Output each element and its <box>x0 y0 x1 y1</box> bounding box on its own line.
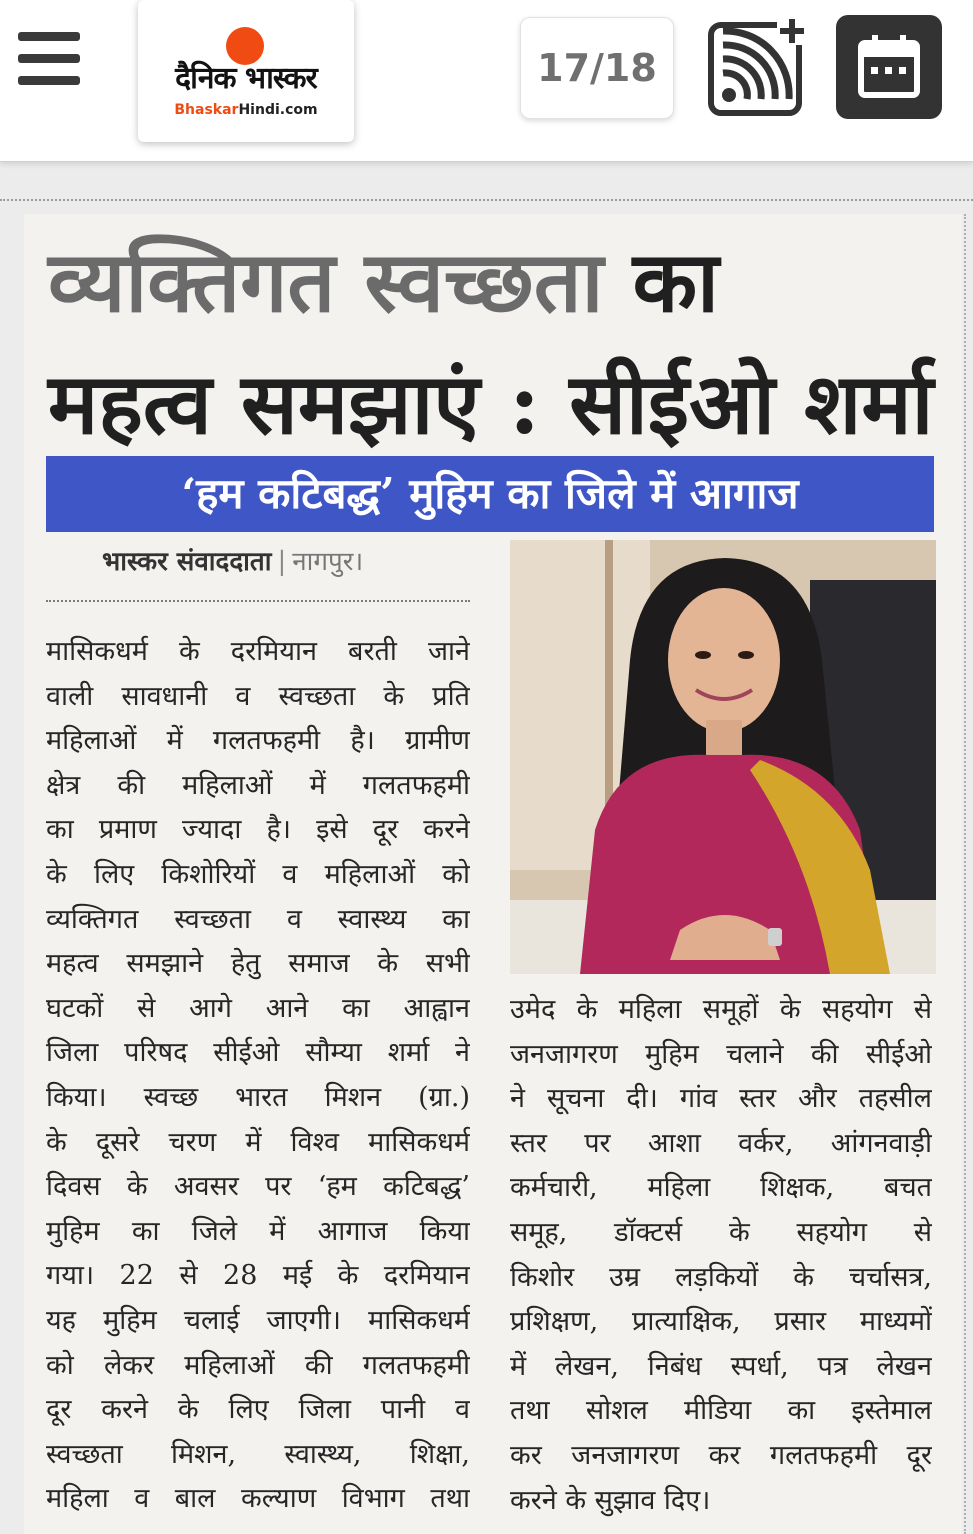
text-line: किया। स्वच्छ भारत मिशन (ग्रा.) <box>46 1081 470 1113</box>
menu-bar <box>18 32 80 41</box>
text-line: मासिकधर्म के दरमियान बरती जाने <box>46 636 470 667</box>
subheadline-banner: ‘हम कटिबद्ध’ मुहिम का जिले में आगाज <box>46 456 934 532</box>
byline <box>102 542 363 582</box>
text-line: गया। 22 से 28 मई के दरमियान <box>46 1260 470 1292</box>
menu-bar <box>18 54 80 63</box>
text-line: दूर करने के लिए जिला पानी व <box>46 1394 470 1426</box>
text-line: मुहिम का जिले में आगाज किया <box>46 1215 470 1247</box>
text-line: समूह, डॉक्टर्स के सहयोग से <box>510 1216 932 1248</box>
page-counter[interactable]: 17/18 <box>520 17 674 119</box>
text-line: जनजागरण मुहिम चलाने की सीईओ <box>510 1038 932 1070</box>
text-line: व्यक्तिगत स्वच्छता व स्वास्थ्य का <box>46 903 470 935</box>
text-line: प्रशिक्षण, प्रात्याक्षिक, प्रसार माध्यमों <box>510 1306 932 1338</box>
text-line: जिला परिषद सीईओ सौम्या शर्मा ने <box>46 1037 470 1069</box>
text-line: वाली सावधानी व स्वच्छता के प्रति <box>46 680 470 712</box>
headline-highlight: व्यक्तिगत स्वच्छता <box>48 232 604 331</box>
text-line: में लेखन, निबंध स्पर्धा, पत्र लेखन <box>510 1350 932 1382</box>
logo-sun-icon <box>226 27 264 65</box>
text-line: क्षेत्र की महिलाओं में गलतफहमी <box>46 769 470 801</box>
text-line: किशोर उम्र लड़कियों के चर्चासत्र, <box>510 1261 932 1293</box>
logo-subtitle: BhaskarHindi.com <box>174 102 318 118</box>
byline-location: नागपुर। <box>292 547 364 577</box>
text-line: महत्व समझाने हेतु समाज के सभी <box>46 948 470 980</box>
text-line: यह मुहिम चलाई जाएगी। मासिकधर्म <box>46 1304 470 1336</box>
menu-bar <box>18 76 80 85</box>
byline-rule <box>46 600 470 602</box>
text-line: कर जनजागरण कर गलतफहमी दूर <box>510 1439 932 1471</box>
article-column-right <box>510 988 932 1526</box>
text-line: स्वच्छता मिशन, स्वास्थ्य, शिक्षा, <box>46 1438 470 1470</box>
calendar-icon[interactable] <box>836 15 942 119</box>
text-line: महिलाओं में गलतफहमी है। ग्रामीण <box>46 725 470 757</box>
text-line: का प्रमाण ज्यादा है। इसे दूर करने <box>46 814 470 846</box>
rss-feed-add-icon[interactable] <box>705 15 809 119</box>
article-photo <box>510 540 936 974</box>
header-divider <box>0 199 973 201</box>
headline-rest: का <box>603 232 719 331</box>
text-line: तथा सोशल मीडिया का इस्तेमाल <box>510 1395 932 1427</box>
byline-reporter: भास्कर संवाददाता <box>102 547 272 577</box>
text-line: करने के सुझाव दिए। <box>510 1484 711 1516</box>
article-column-left <box>46 630 470 1526</box>
text-line: महिला व बाल कल्याण विभाग तथा <box>46 1483 470 1515</box>
text-line: दिवस के अवसर पर ‘हम कटिबद्ध’ <box>46 1171 470 1203</box>
text-line: घटकों से आगे आने का आह्वान <box>46 992 470 1024</box>
text-line: के दूसरे चरण में विश्व मासिकधर्म <box>46 1126 470 1158</box>
logo-title: दैनिक भास्कर <box>175 61 317 96</box>
epaper-page[interactable] <box>24 214 962 1534</box>
byline-separator: | <box>277 547 287 577</box>
headline-line-1 <box>48 232 948 332</box>
text-line: स्तर पर आशा वर्कर, आंगनवाड़ी <box>510 1127 932 1159</box>
text-line: उमेद के महिला समूहों के सहयोग से <box>510 994 932 1025</box>
app-header <box>0 0 973 162</box>
dainik-bhaskar-logo[interactable] <box>138 0 354 142</box>
text-line: के लिए किशोरियों व महिलाओं को <box>46 858 470 890</box>
text-line: ने सूचना दी। गांव स्तर और तहसील <box>510 1083 932 1115</box>
text-line: कर्मचारी, महिला शिक्षक, बचत <box>510 1172 932 1204</box>
headline-line-2: महत्व समझाएं : सीईओ शर्मा <box>48 354 934 453</box>
text-line: को लेकर महिलाओं की गलतफहमी <box>46 1349 470 1381</box>
hamburger-menu-icon[interactable] <box>18 32 80 86</box>
